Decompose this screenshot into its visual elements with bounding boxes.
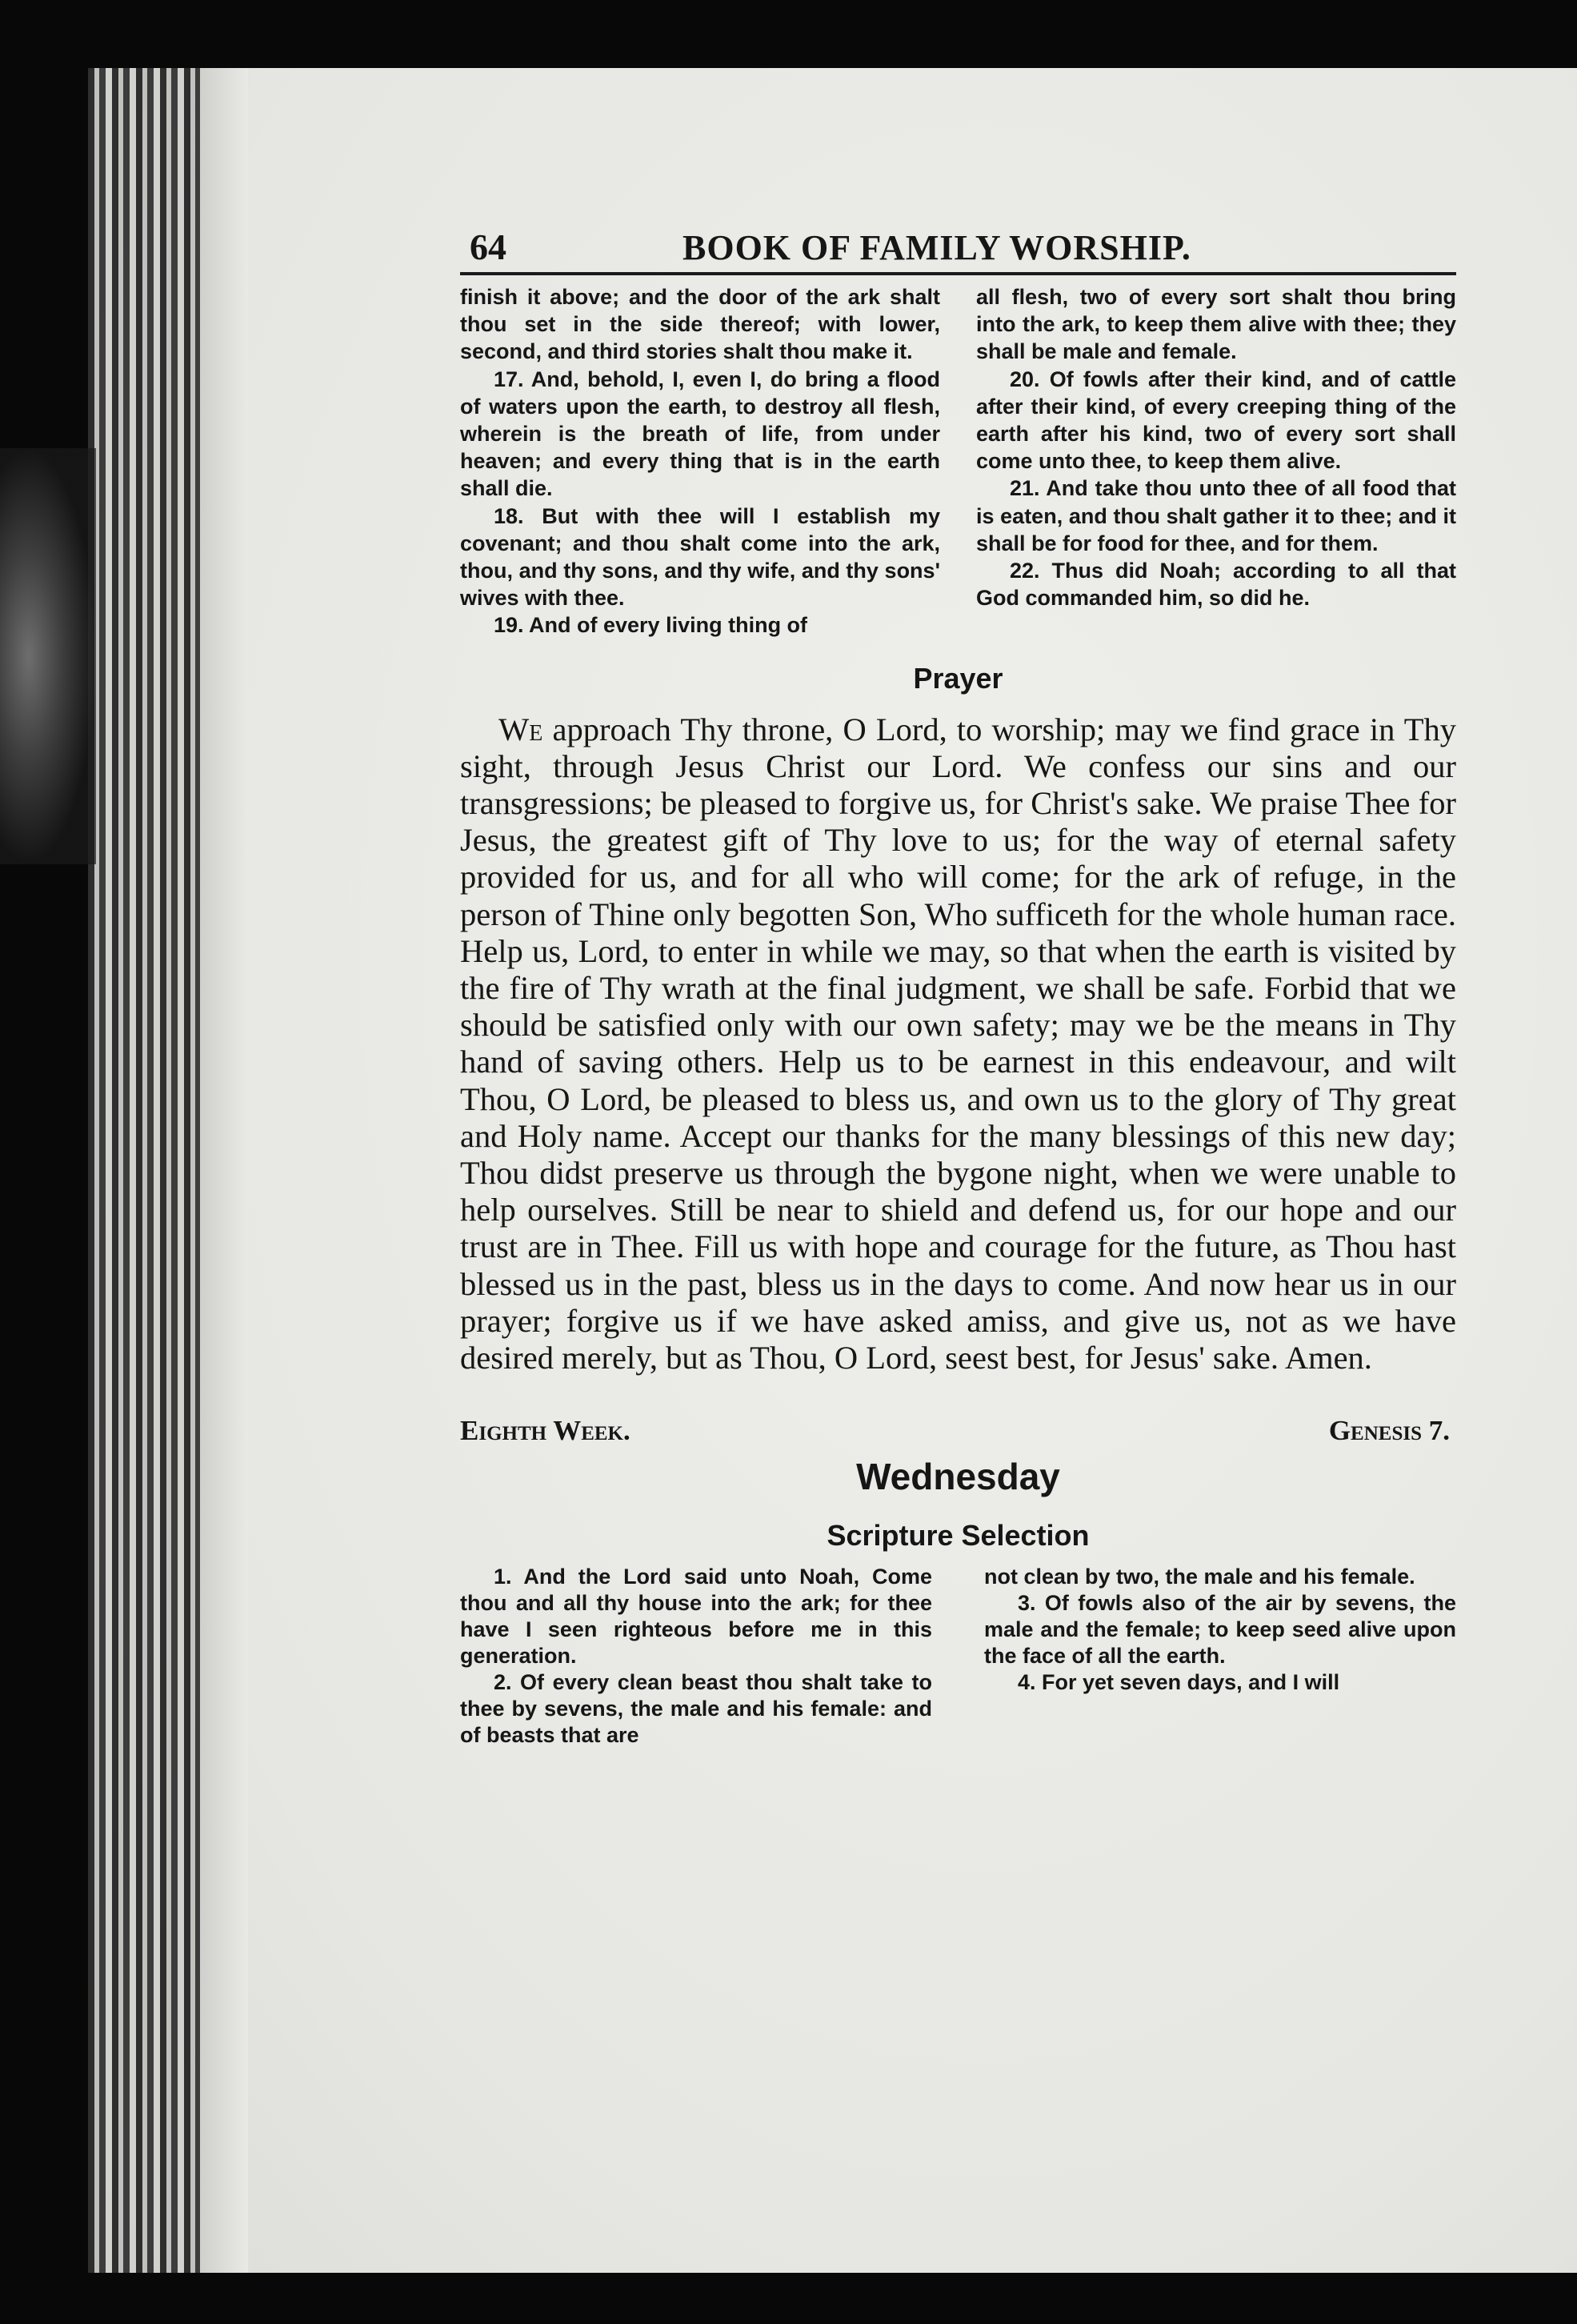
verse-paragraph: 21. And take thou unto thee of all food that is eaten, and thou shalt gather it to thee; and it shall be for food for thee, and for them.: [976, 476, 1456, 555]
prayer-first-word: We: [498, 711, 543, 747]
bottom-scripture-columns: [460, 1564, 1456, 1749]
verse-paragraph: 22. Thus did Noah; according to all that God commanded him, so did he.: [976, 559, 1456, 611]
top-right-column: [976, 283, 1456, 639]
verse-paragraph: finish it above; and the door of the ark shalt thou set in the side thereof; with lower, second, and third stories shalt thou make it.: [460, 285, 940, 364]
page-content: [460, 216, 1456, 1749]
week-label: Eighth Week.: [460, 1415, 630, 1447]
binding-shadow: [200, 68, 248, 2273]
verse-paragraph: 17. And, behold, I, even I, do bring a flood of waters upon the earth, to destroy all flesh, wherein is the breath of life, from under heaven; and every thing that is in the earth shall die.: [460, 367, 940, 501]
verse-paragraph: all flesh, two of every sort shalt thou bring into the ark, to keep them alive with thee; they shall be male and female.: [976, 285, 1456, 364]
verse-paragraph: 1. And the Lord said unto Noah, Come thou and all thy house into the ark; for thee have I seen righteous before me in this generation.: [460, 1565, 932, 1669]
week-line: [460, 1415, 1456, 1463]
selection-heading: Scripture Selection: [827, 1519, 1090, 1553]
prayer-text: [460, 711, 1456, 1377]
verse-paragraph: 18. But with thee will I establish my covenant; and thou shalt come into the ark, thou, and thy sons, and thy wife, and thy sons' wives with thee.: [460, 503, 940, 611]
verse-paragraph: not clean by two, the male and his female.: [984, 1565, 1415, 1589]
verse-paragraph: 4. For yet seven days, and I will: [1018, 1670, 1340, 1695]
top-left-column: [460, 283, 940, 639]
top-scripture-columns: [460, 283, 1456, 639]
page-number: 64: [470, 226, 506, 267]
day-heading: Wednesday: [856, 1456, 1060, 1498]
page-header: [460, 216, 1456, 275]
bottom-right-column: [984, 1564, 1456, 1749]
bottom-left-column: [460, 1564, 932, 1749]
verse-paragraph: 3. Of fowls also of the air by sevens, the male and the female; to keep seed alive upon the face of all the earth.: [984, 1591, 1456, 1669]
verse-paragraph: 20. Of fowls after their kind, and of cattle after their kind, of every creeping thing of the earth after his kind, two of every sort shall come unto thee, to keep them alive.: [976, 367, 1456, 474]
scan-stain: [0, 448, 96, 864]
prayer-body: approach Thy throne, O Lord, to worship; may we find grace in Thy sight, through Jesus Christ our Lord. We confess our sins and our transgressions; be pleased to forgive us, for Christ's sake. We praise Thee for Jesus, the greatest gift of Thy love to us; for the way of eternal safety provided for us, and for all who will come; for the ark of refuge, in the person of Thine only begotten Son, Who sufficeth for the whole human race. Help us, Lord, to enter in while we may, so that when the earth is visited by the fire of Thy wrath at the final judgment, we shall be safe. Forbid that we should be satisfied only with our own safety; may we be the means in Thy hand of saving others. Help us to be earnest in this endeavour, and wilt Thou, O Lord, be pleased to bless us, and own us to the glory of Thy great and Holy name. Accept our thanks for the many blessings of this new day; Thou didst preserve us through the bygone night, when we were unable to help ourselves. Still be near to shield and defend us, for our hope and our trust are in Thee. Fill us with hope and courage for the future, as Thou hast blessed us in the past, bless us in the days to come. And now hear us in our prayer; forgive us if we have asked amiss, and give us, not as we have desired merely, but as Thou, O Lord, seest best, for Jesus' sake. Amen.: [460, 711, 1456, 1376]
verse-paragraph: 19. And of every living thing of: [494, 613, 808, 638]
running-title: BOOK OF FAMILY WORSHIP.: [682, 228, 1191, 267]
prayer-heading: Prayer: [913, 661, 1003, 695]
book-reference: Genesis 7.: [1328, 1415, 1450, 1447]
verse-paragraph: 2. Of every clean beast thou shalt take to thee by sevens, the male and his female: and of beasts that are: [460, 1670, 932, 1748]
